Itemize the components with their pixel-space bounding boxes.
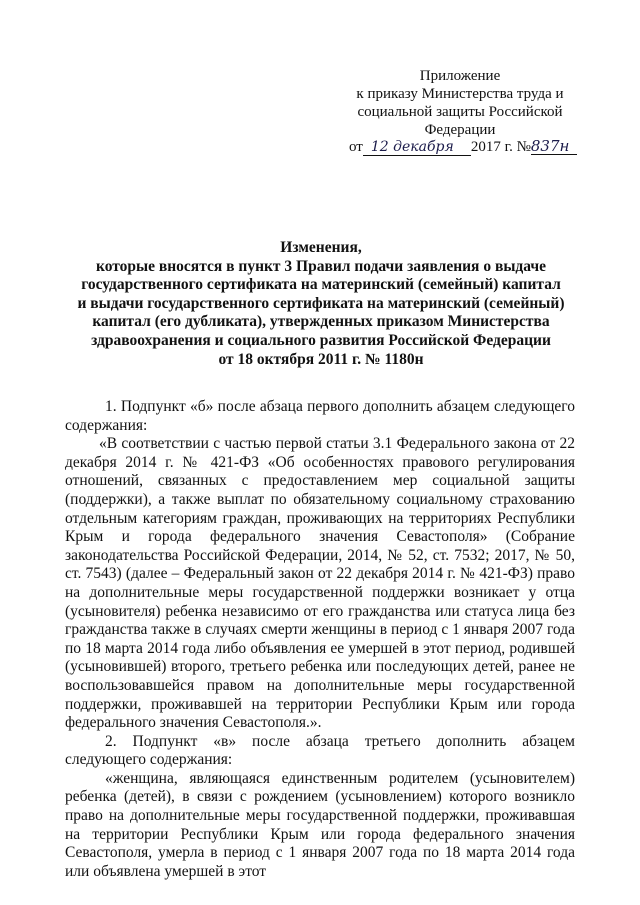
appendix-line: Приложение: [419, 68, 501, 84]
paragraph-quote-2: «женщина, являющаяся единственным родителем (усыновителем) ребенка (детей), в связи с рождением (усыновлением) которого возникло право на дополнительные меры государственной поддержки, проживавшая на территории Республики Крым или города федерального значения Севастополя, умерла в период с 1 января 2007 года по 18 марта 2014 года или объявлена умершей в этот: [65, 769, 575, 880]
year-text: 2017 г. №: [470, 139, 531, 155]
title-line: которые вносятся в пункт 3 Правил подачи заявления о выдаче: [95, 257, 547, 275]
title-line: и выдачи государственного сертификата на материнский (семейный): [77, 294, 565, 312]
title-line: здравоохранения и социального развития Российской Федерации: [91, 331, 551, 349]
handwritten-date: 12 декабря: [363, 139, 471, 156]
document-body: [65, 398, 575, 881]
order-date-line: [349, 138, 577, 156]
appendix-line: к приказу Министерства труда и: [356, 86, 564, 102]
paragraph-quote-1: «В соответствии с частью первой статьи 3.1 Федерального закона от 22 декабря 2014 г. № 421-ФЗ «Об особенностях правового регулирования отношений, связанных с предоставлением мер социальной защиты (поддержки), а также выплат по обязательному социальному страхованию отдельным категориям граждан, проживающих на территориях Республики Крым и города федерального значения Севастополя» (Собрание законодательства Российской Федерации, 2014, № 52, ст. 7532; 2017, № 50, ст. 7543) (далее – Федеральный закон от 22 декабря 2014 г. № 421-ФЗ) право на дополнительные меры государственной поддержки возникает у отца (усыновителя) ребенка независимо от его гражданства или статуса лица без гражданства также в случаях смерти женщины в период с 1 января 2007 года по 18 марта 2014 года либо объявления ее умершей в этот период, родившей (усыновившей) второго, третьего ребенка или последующих детей, ранее не воспользовавшейся правом на дополнительные меры государственной поддержки, проживавшей на территории Республики Крым или города федерального значения Севастополя.».: [65, 435, 575, 732]
appendix-line: социальной защиты Российской: [357, 104, 563, 120]
document-title: [60, 239, 582, 369]
title-line: государственного сертификата на материнский (семейный) капитал: [81, 276, 561, 294]
paragraph-item-2: 2. Подпункт «в» после абзаца третьего дополнить абзацем следующего содержания:: [65, 732, 575, 769]
title-line: Изменения,: [280, 239, 362, 256]
appendix-line: Федерации: [424, 122, 496, 138]
title-line: капитал (его дубликата), утвержденных приказом Министерства: [92, 313, 550, 331]
date-prefix: от: [349, 139, 363, 155]
handwritten-order-number: 837н: [531, 138, 577, 155]
paragraph-item-1: 1. Подпункт «б» после абзаца первого дополнить абзацем следующего содержания:: [65, 398, 575, 434]
title-line: от 18 октября 2011 г. № 1180н: [218, 350, 424, 368]
appendix-header: [340, 67, 580, 139]
